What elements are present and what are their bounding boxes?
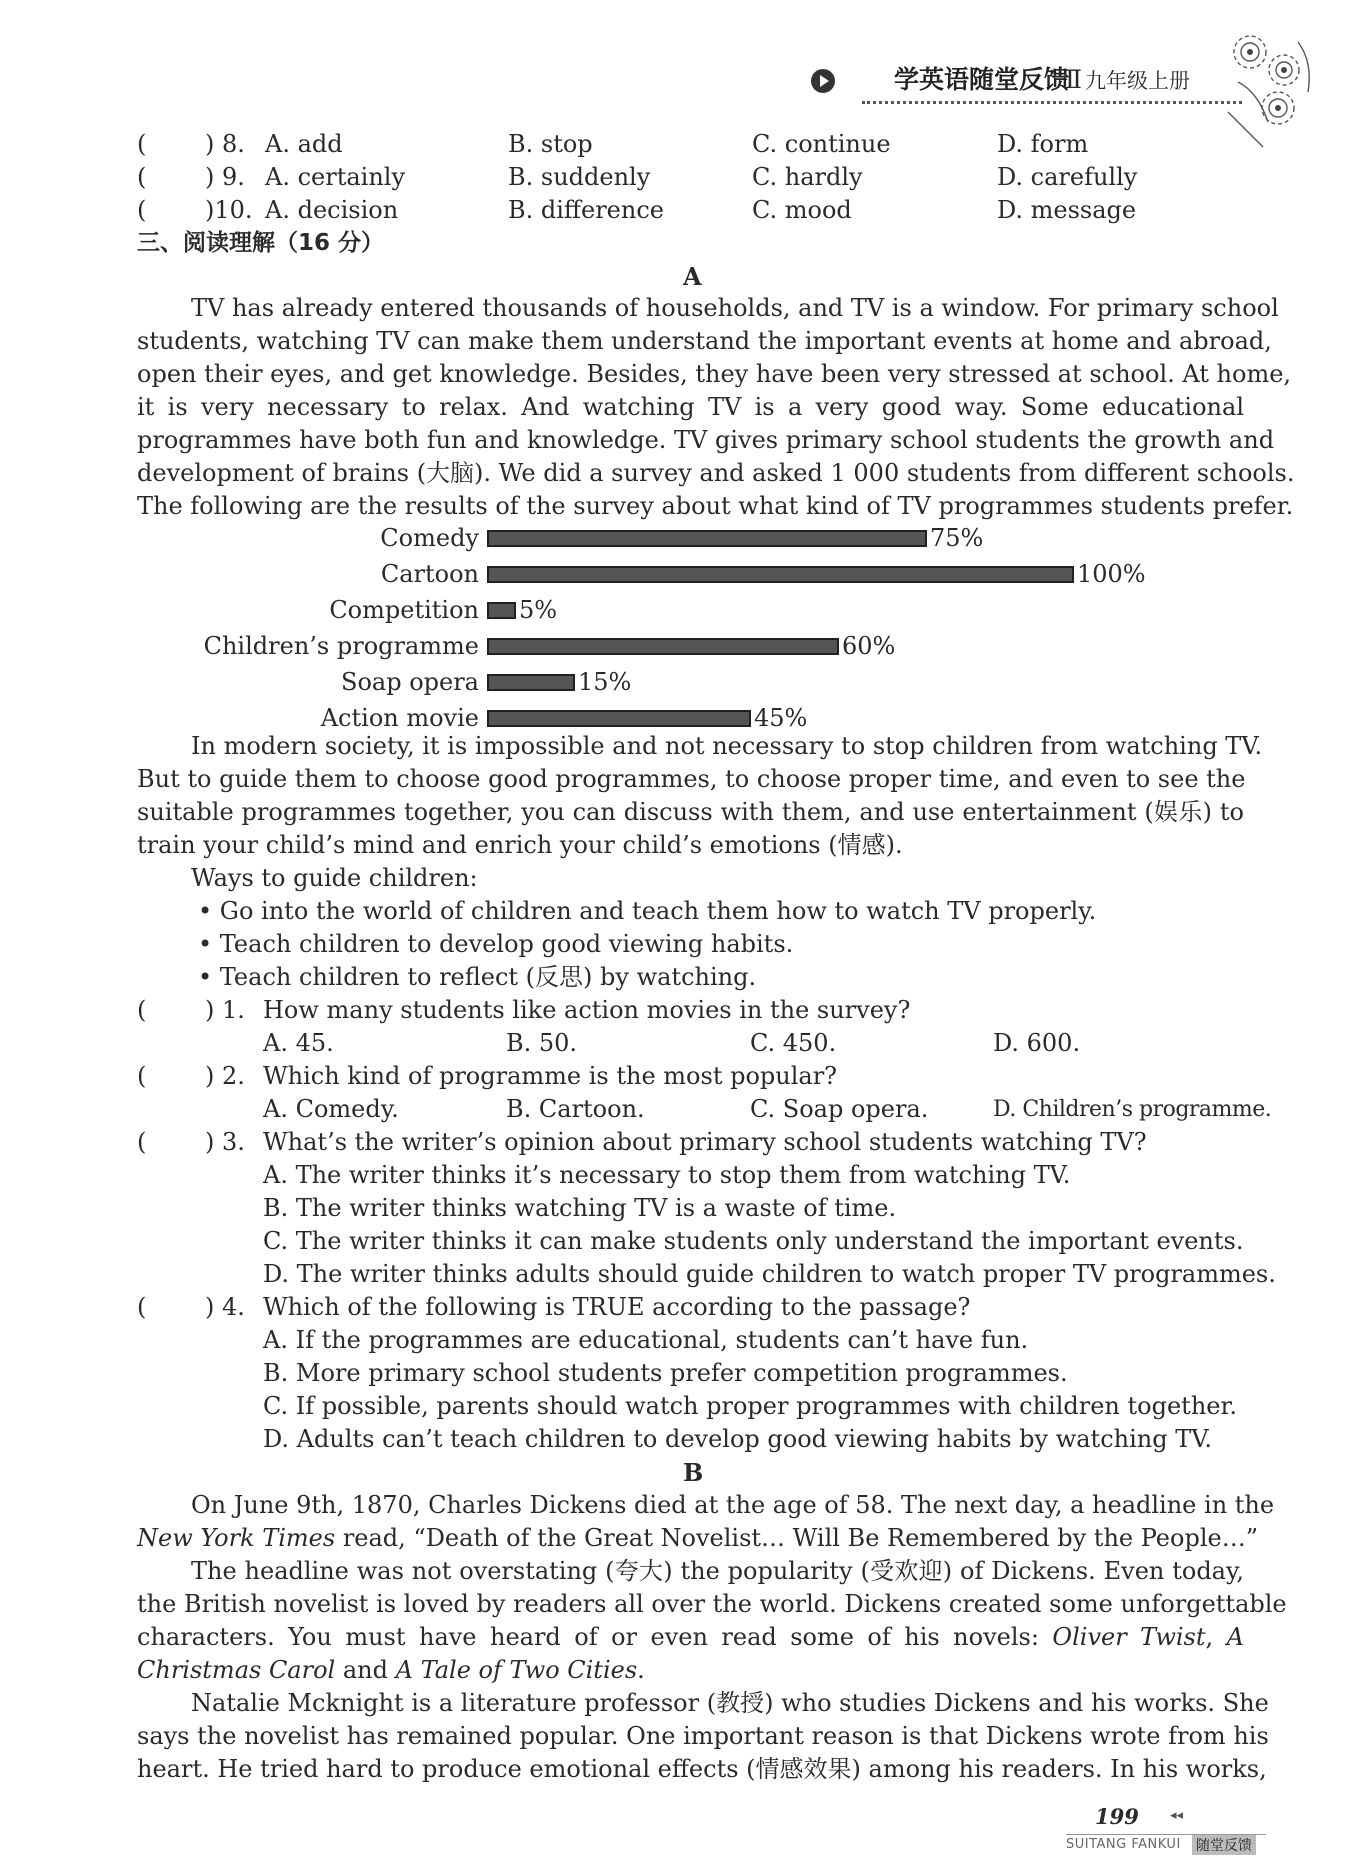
text-fragment: characters. You must have heard of or even read some of his novels:: [137, 1623, 1039, 1651]
question-num: ) 1.: [205, 996, 245, 1024]
cloze-option-d: D. message: [997, 196, 1137, 224]
option-a: A. If the programmes are educational, students can’t have fun.: [263, 1326, 1029, 1354]
option-c: C. If possible, parents should watch proper programmes with children together.: [263, 1392, 1237, 1420]
list-item: • Teach children to reflect (反思) by watching.: [198, 963, 757, 991]
text-line: On June 9th, 1870, Charles Dickens died at the age of 58. The next day, a headline in the: [191, 1491, 1275, 1519]
newspaper-title: New York Times: [137, 1524, 336, 1552]
cloze-option-b: B. suddenly: [508, 163, 651, 191]
option-d: D. 600.: [993, 1029, 1081, 1057]
survey-bar-chart: [0, 520, 1350, 734]
text-fragment: and: [335, 1656, 396, 1684]
flower-decoration-icon: [1218, 22, 1328, 152]
option-d: D. Adults can’t teach children to develop good viewing habits by watching TV.: [263, 1425, 1212, 1453]
question-stem: Which of the following is TRUE according to the passage?: [263, 1293, 971, 1321]
cloze-option-c: C. mood: [752, 196, 852, 224]
list-item: • Teach children to develop good viewing habits.: [198, 930, 794, 958]
text-line: the British novelist is loved by readers all over the world. Dickens created some unforgettable: [137, 1590, 1287, 1618]
text-line: But to guide them to choose good programmes, to choose proper time, and even to see the: [137, 765, 1246, 793]
cloze-option-b: B. difference: [508, 196, 664, 224]
bar-category-label: Children’s programme: [203, 632, 479, 660]
bar-value-label: 5%: [519, 596, 558, 624]
text-line: In modern society, it is impossible and not necessary to stop children from watching TV.: [191, 732, 1263, 760]
option-d: D. The writer thinks adults should guide children to watch proper TV programmes.: [263, 1260, 1276, 1288]
option-b: B. The writer thinks watching TV is a waste of time.: [263, 1194, 897, 1222]
bar: [487, 566, 1074, 583]
text-line: programmes have both fun and knowledge. TV gives primary school students the growth and: [137, 426, 1275, 454]
bar: [487, 674, 575, 691]
text-fragment: read, “Death of the Great Novelist… Will Be Remembered by the People…”: [335, 1524, 1258, 1552]
answer-blank[interactable]: (: [137, 196, 147, 224]
text-line: Natalie Mcknight is a literature professor (教授) who studies Dickens and his works. She: [191, 1689, 1269, 1717]
question-stem: How many students like action movies in the survey?: [263, 996, 911, 1024]
cloze-option-c: C. hardly: [752, 163, 863, 191]
text-line: TV has already entered thousands of households, and TV is a window. For primary school: [191, 294, 1279, 322]
text-fragment: ,: [1205, 1623, 1214, 1651]
cloze-num: )10.: [205, 196, 253, 224]
question-num: ) 3.: [205, 1128, 245, 1156]
header-dotted-rule: [862, 101, 1242, 104]
passage-b-label: B: [683, 1458, 704, 1487]
option-c: C. The writer thinks it can make students only understand the important events.: [263, 1227, 1244, 1255]
option-a: A. The writer thinks it’s necessary to stop them from watching TV.: [263, 1161, 1071, 1189]
novel-title: A: [1226, 1623, 1244, 1651]
cloze-option-a: A. decision: [265, 196, 399, 224]
option-b: B. More primary school students prefer competition programmes.: [263, 1359, 1068, 1387]
cloze-option-d: D. form: [997, 130, 1089, 158]
text-line: it is very necessary to relax. And watching TV is a very good way. Some educational: [137, 393, 1244, 421]
bar: [487, 602, 516, 619]
option-a: A. 45.: [263, 1029, 334, 1057]
footer-pinyin: SUITANG FANKUI: [1066, 1837, 1181, 1852]
cloze-num: ) 9.: [205, 163, 245, 191]
text-line: students, watching TV can make them understand the important events at home and abroad,: [137, 327, 1272, 355]
bar-category-label: Cartoon: [380, 560, 479, 588]
footer-badge: 随堂反馈: [1192, 1835, 1256, 1855]
text-line: heart. He tried hard to produce emotional effects (情感效果) among his readers. In his works,: [137, 1755, 1267, 1783]
bar-value-label: 15%: [578, 668, 632, 696]
page-number: 199: [1095, 1804, 1139, 1829]
question-num: ) 2.: [205, 1062, 245, 1090]
grade-label: 九年级上册: [1085, 69, 1190, 93]
play-icon: [810, 68, 836, 94]
text-line: The following are the results of the survey about what kind of TV programmes students prefer.: [137, 492, 1294, 520]
question-stem: Which kind of programme is the most popular?: [263, 1062, 838, 1090]
text-line: development of brains (大脑). We did a survey and asked 1 000 students from different schools.: [137, 459, 1295, 487]
text-line: train your child’s mind and enrich your child’s emotions (情感).: [137, 831, 903, 859]
text-line: open their eyes, and get knowledge. Besides, they have been very stressed at school. At home,: [137, 360, 1292, 388]
bar: [487, 530, 927, 547]
cloze-num: ) 8.: [205, 130, 245, 158]
option-c: C. Soap opera.: [750, 1095, 929, 1123]
answer-blank[interactable]: (: [137, 130, 147, 158]
answer-blank[interactable]: (: [137, 996, 147, 1024]
text-fragment: .: [637, 1656, 645, 1684]
cloze-option-a: A. certainly: [265, 163, 406, 191]
ways-title: Ways to guide children:: [191, 864, 478, 892]
bar-value-label: 45%: [754, 704, 808, 732]
bar-category-label: Comedy: [380, 524, 479, 552]
bar-category-label: Competition: [329, 596, 479, 624]
arrow-left-icon: ◂◂: [1170, 1808, 1184, 1823]
bar-category-label: Soap opera: [341, 668, 479, 696]
bar-value-label: 60%: [842, 632, 896, 660]
text-line: [137, 1621, 1244, 1654]
answer-blank[interactable]: (: [137, 1293, 147, 1321]
answer-blank[interactable]: (: [137, 163, 147, 191]
bar: [487, 638, 839, 655]
text-line: The headline was not overstating (夸大) the popularity (受欢迎) of Dickens. Even today,: [191, 1557, 1244, 1585]
passage-a-label: A: [683, 262, 702, 291]
cloze-option-c: C. continue: [752, 130, 891, 158]
bar-value-label: 75%: [930, 524, 984, 552]
answer-blank[interactable]: (: [137, 1128, 147, 1156]
list-item: • Go into the world of children and teach them how to watch TV properly.: [198, 897, 1097, 925]
series-title: 学英语随堂反馈: [894, 65, 1070, 94]
question-num: ) 4.: [205, 1293, 245, 1321]
option-b: B. Cartoon.: [506, 1095, 645, 1123]
novel-title: Oliver Twist: [1052, 1623, 1206, 1651]
text-line: suitable programmes together, you can discuss with them, and use entertainment (娱乐) to: [137, 798, 1244, 826]
cloze-option-d: D. carefully: [997, 163, 1138, 191]
novel-title: Christmas Carol: [137, 1656, 336, 1684]
bar-value-label: 100%: [1077, 560, 1146, 588]
text-line: says the novelist has remained popular. One important reason is that Dickens wrote from his: [137, 1722, 1269, 1750]
bar-category-label: Action movie: [320, 704, 479, 732]
question-stem: What’s the writer’s opinion about primary school students watching TV?: [263, 1128, 1147, 1156]
option-d: D. Children’s programme.: [993, 1097, 1272, 1122]
option-a: A. Comedy.: [263, 1095, 399, 1123]
bar: [487, 710, 751, 727]
cloze-option-a: A. add: [265, 130, 343, 158]
option-c: C. 450.: [750, 1029, 837, 1057]
answer-blank[interactable]: (: [137, 1062, 147, 1090]
text-line: [137, 1654, 1244, 1687]
cloze-option-b: B. stop: [508, 130, 593, 158]
novel-title: A Tale of Two Cities: [395, 1656, 638, 1684]
option-b: B. 50.: [506, 1029, 578, 1057]
series-roman: Ⅱ: [1065, 65, 1082, 94]
section-title: 三、阅读理解（16 分）: [137, 230, 385, 256]
text-line: [137, 1522, 1258, 1555]
